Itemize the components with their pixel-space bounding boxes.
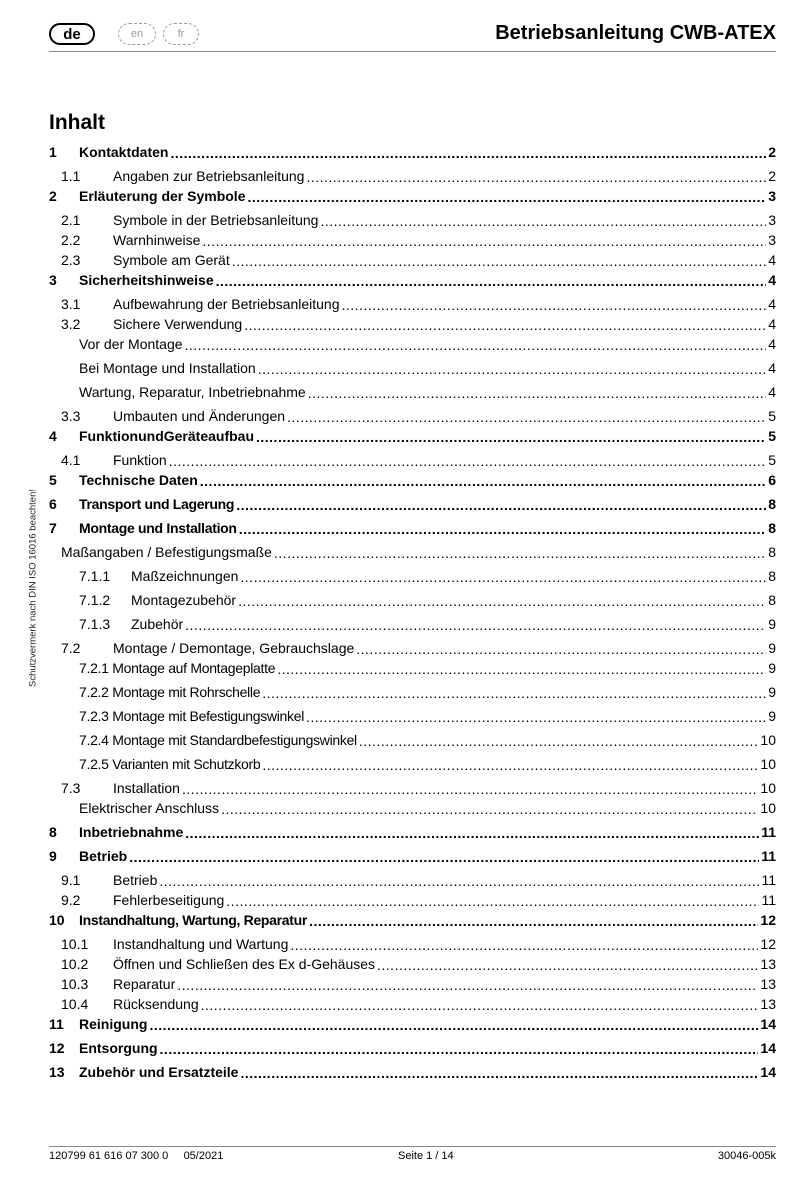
toc-dot-leader bbox=[262, 685, 766, 699]
toc-entry-page: 12 bbox=[760, 912, 776, 928]
toc-dot-leader bbox=[129, 849, 759, 863]
toc-entry-page: 4 bbox=[768, 336, 776, 352]
toc-entry-title: Montagezubehör bbox=[131, 592, 237, 608]
toc-entry-title: Sicherheitshinweise bbox=[79, 272, 214, 288]
toc-dot-leader bbox=[290, 937, 758, 951]
toc-entry[interactable] bbox=[49, 408, 776, 428]
toc-entry-title: Kontaktdaten bbox=[79, 144, 169, 160]
toc-dot-leader bbox=[182, 781, 758, 795]
toc-entry[interactable] bbox=[49, 1040, 776, 1060]
toc-dot-leader bbox=[244, 317, 766, 331]
toc-entry-page: 3 bbox=[768, 232, 776, 248]
toc-dot-leader bbox=[240, 569, 766, 583]
toc-entry[interactable] bbox=[49, 616, 776, 636]
toc-entry[interactable] bbox=[49, 1064, 776, 1084]
toc-dot-leader bbox=[238, 593, 766, 607]
toc-entry-number: 13 bbox=[49, 1064, 65, 1080]
toc-entry-page: 8 bbox=[768, 568, 776, 584]
toc-entry[interactable] bbox=[49, 936, 776, 956]
toc-entry-title: Instandhaltung, Wartung, Reparatur bbox=[79, 912, 308, 928]
toc-entry[interactable] bbox=[49, 780, 776, 800]
toc-entry-number: 11 bbox=[49, 1016, 64, 1032]
toc-entry-page: 13 bbox=[760, 956, 776, 972]
toc-entry-page: 10 bbox=[760, 732, 776, 748]
toc-entry-title: Öffnen und Schließen des Ex d-Gehäuses bbox=[113, 956, 376, 972]
toc-entry[interactable] bbox=[49, 252, 776, 272]
toc-entry-title: Technische Daten bbox=[79, 472, 198, 488]
toc-entry-number: 7.2 bbox=[61, 640, 81, 656]
toc-entry-number: 10 bbox=[49, 912, 65, 928]
toc-entry-number: 3.3 bbox=[61, 408, 81, 424]
toc-entry-number: 9.1 bbox=[61, 872, 81, 888]
toc-dot-leader bbox=[287, 409, 766, 423]
footer-page-label: Seite 1 / 14 bbox=[398, 1150, 454, 1162]
toc-entry-number: 4 bbox=[49, 428, 57, 444]
toc-entry-number: 6 bbox=[49, 496, 57, 512]
toc-dot-leader bbox=[185, 337, 767, 351]
footer-date: 05/2021 bbox=[183, 1150, 224, 1162]
toc-dot-leader bbox=[306, 709, 766, 723]
toc-entry-title: Rücksendung bbox=[113, 996, 199, 1012]
document-title: Betriebsanleitung CWB-ATEX bbox=[495, 22, 776, 44]
toc-entry-title: Sichere Verwendung bbox=[113, 316, 243, 332]
toc-dot-leader bbox=[239, 521, 767, 535]
toc-entry[interactable] bbox=[49, 956, 776, 976]
toc-entry-page: 11 bbox=[761, 848, 776, 864]
toc-dot-leader bbox=[342, 297, 767, 311]
toc-dot-leader bbox=[256, 429, 766, 443]
toc-dot-leader bbox=[202, 233, 766, 247]
toc-entry-page: 5 bbox=[768, 428, 776, 444]
toc-dot-leader bbox=[262, 757, 758, 771]
toc-entry-number: 2.2 bbox=[61, 232, 81, 248]
toc-entry-title: Reparatur bbox=[113, 976, 176, 992]
toc-dot-leader bbox=[320, 213, 766, 227]
toc-dot-leader bbox=[159, 873, 759, 887]
toc-entry-number: 3.1 bbox=[61, 296, 81, 312]
toc-entry[interactable] bbox=[49, 272, 776, 292]
toc-entry[interactable] bbox=[49, 996, 776, 1016]
toc-entry-title: Elektrischer Anschluss bbox=[79, 800, 220, 816]
toc-entry-page: 2 bbox=[768, 144, 776, 160]
toc-entry[interactable] bbox=[49, 1016, 776, 1036]
toc-entry[interactable] bbox=[49, 848, 776, 868]
toc-entry-page: 8 bbox=[768, 520, 776, 536]
footer-doc-number bbox=[49, 1150, 223, 1162]
toc-entry-page: 8 bbox=[768, 544, 776, 560]
toc-entry[interactable] bbox=[49, 660, 776, 680]
toc-entry-page: 3 bbox=[768, 188, 776, 204]
toc-entry[interactable] bbox=[49, 232, 776, 252]
toc-entry-page: 3 bbox=[768, 212, 776, 228]
toc-entry-number: 9.2 bbox=[61, 892, 81, 908]
toc-entry-number: 2.1 bbox=[61, 212, 81, 228]
toc-dot-leader bbox=[200, 473, 766, 487]
toc-entry-number: 1 bbox=[49, 144, 57, 160]
toc-entry-page: 9 bbox=[768, 684, 776, 700]
toc-entry-title: 7.2.3 Montage mit Befestigungswinkel bbox=[79, 708, 304, 724]
toc-entry[interactable] bbox=[49, 144, 776, 164]
toc-entry-page: 14 bbox=[760, 1016, 776, 1032]
toc-dot-leader bbox=[216, 273, 767, 287]
toc-dot-leader bbox=[308, 385, 766, 399]
toc-entry-page: 10 bbox=[760, 780, 776, 796]
toc-entry-title: Betrieb bbox=[113, 872, 158, 888]
toc-entry-page: 5 bbox=[768, 452, 776, 468]
toc-entry-page: 4 bbox=[768, 296, 776, 312]
toc-entry-page: 6 bbox=[768, 472, 776, 488]
toc-entry-title: Inbetriebnahme bbox=[79, 824, 184, 840]
toc-entry-title: Bei Montage und Installation bbox=[79, 360, 256, 376]
toc-dot-leader bbox=[309, 913, 758, 927]
toc-entry-page: 12 bbox=[760, 936, 776, 952]
toc-entry-number: 7.3 bbox=[61, 780, 81, 796]
toc-heading: Inhalt bbox=[49, 111, 105, 134]
toc-entry-page: 10 bbox=[760, 800, 776, 816]
toc-dot-leader bbox=[221, 801, 758, 815]
toc-entry-page: 11 bbox=[761, 872, 776, 888]
toc-entry[interactable] bbox=[49, 892, 776, 912]
toc-entry[interactable] bbox=[49, 296, 776, 316]
toc-entry[interactable] bbox=[49, 360, 776, 380]
toc-entry-number: 3 bbox=[49, 272, 57, 288]
toc-dot-leader bbox=[170, 145, 766, 159]
toc-entry[interactable] bbox=[49, 640, 776, 660]
toc-entry-page: 13 bbox=[760, 996, 776, 1012]
lang-fr-badge[interactable]: fr bbox=[163, 23, 199, 45]
toc-dot-leader bbox=[185, 617, 766, 631]
toc-entry-page: 14 bbox=[760, 1040, 776, 1056]
toc-entry[interactable] bbox=[49, 188, 776, 208]
toc-entry-title: Reinigung bbox=[79, 1016, 148, 1032]
toc-entry[interactable] bbox=[49, 708, 776, 728]
toc-entry-title: Fehlerbeseitigung bbox=[113, 892, 225, 908]
toc-entry-page: 14 bbox=[760, 1064, 776, 1080]
toc-entry-title: Wartung, Reparatur, Inbetriebnahme bbox=[79, 384, 306, 400]
toc-entry-page: 2 bbox=[768, 168, 776, 184]
toc-entry-page: 4 bbox=[768, 272, 776, 288]
toc-entry-number: 8 bbox=[49, 824, 57, 840]
toc-entry-title: Warnhinweise bbox=[113, 232, 201, 248]
lang-de-badge[interactable]: de bbox=[49, 23, 95, 45]
toc-dot-leader bbox=[160, 1041, 759, 1055]
toc-entry[interactable] bbox=[49, 428, 776, 448]
toc-entry-title: Transport und Lagerung bbox=[79, 496, 235, 512]
toc-entry-number: 4.1 bbox=[61, 452, 81, 468]
toc-entry[interactable] bbox=[49, 872, 776, 892]
header-divider bbox=[49, 51, 776, 52]
toc-dot-leader bbox=[377, 957, 758, 971]
toc-entry[interactable] bbox=[49, 316, 776, 336]
toc-dot-leader bbox=[258, 361, 767, 375]
toc-entry-title: Montage und Installation bbox=[79, 520, 237, 536]
side-protection-note: Schutzvermerk nach DIN ISO 16016 beachten! bbox=[27, 488, 39, 688]
toc-dot-leader bbox=[226, 893, 759, 907]
toc-entry-number: 10.1 bbox=[61, 936, 89, 952]
toc-dot-leader bbox=[149, 1017, 758, 1031]
toc-entry[interactable] bbox=[49, 520, 776, 540]
toc-entry[interactable] bbox=[49, 976, 776, 996]
toc-entry[interactable] bbox=[49, 824, 776, 844]
toc-entry-page: 5 bbox=[768, 408, 776, 424]
toc-entry-title: Umbauten und Änderungen bbox=[113, 408, 286, 424]
toc-entry-title: Zubehör und Ersatzteile bbox=[79, 1064, 239, 1080]
toc-entry-page: 13 bbox=[760, 976, 776, 992]
toc-dot-leader bbox=[240, 1065, 758, 1079]
toc-entry-number: 7 bbox=[49, 520, 57, 536]
toc-entry[interactable] bbox=[49, 912, 776, 932]
toc-entry[interactable] bbox=[49, 472, 776, 492]
toc-entry[interactable] bbox=[49, 800, 776, 820]
toc-entry-page: 9 bbox=[768, 708, 776, 724]
toc-entry-number: 9 bbox=[49, 848, 57, 864]
footer-divider bbox=[49, 1146, 776, 1147]
toc-entry-title: Erläuterung der Symbole bbox=[79, 188, 246, 204]
toc-entry[interactable] bbox=[49, 544, 776, 564]
toc-entry-number: 7.1.1 bbox=[79, 568, 111, 584]
toc-entry-title: 7.2.2 Montage mit Rohrschelle bbox=[79, 684, 261, 700]
toc-dot-leader bbox=[306, 169, 766, 183]
toc-dot-leader bbox=[274, 545, 766, 559]
toc-entry[interactable] bbox=[49, 336, 776, 356]
toc-dot-leader bbox=[359, 733, 759, 747]
toc-entry-page: 8 bbox=[768, 496, 776, 512]
toc-entry-title: Entsorgung bbox=[79, 1040, 158, 1056]
toc-entry[interactable] bbox=[49, 496, 776, 516]
toc-entry-number: 7.1.3 bbox=[79, 616, 111, 632]
toc-entry[interactable] bbox=[49, 384, 776, 404]
toc-entry-title: 7.2.4 Montage mit Standardbefestigungswinkel bbox=[79, 732, 357, 748]
toc-entry-page: 4 bbox=[768, 384, 776, 400]
toc-entry-title: Instandhaltung und Wartung bbox=[113, 936, 289, 952]
toc-entry-page: 8 bbox=[768, 592, 776, 608]
toc-dot-leader bbox=[356, 641, 766, 655]
toc-entry-title: Maßzeichnungen bbox=[131, 568, 239, 584]
toc-entry-page: 11 bbox=[761, 892, 776, 908]
toc-entry[interactable] bbox=[49, 168, 776, 188]
toc-entry-number: 10.4 bbox=[61, 996, 89, 1012]
toc-entry-page: 9 bbox=[768, 660, 776, 676]
lang-en-badge[interactable]: en bbox=[118, 23, 156, 45]
toc-entry-number: 7.1.2 bbox=[79, 592, 111, 608]
toc-entry-title: Montage / Demontage, Gebrauchslage bbox=[113, 640, 355, 656]
toc-entry-title: 7.2.1 Montage auf Montageplatte bbox=[79, 660, 276, 676]
toc-entry-title: Symbole am Gerät bbox=[113, 252, 230, 268]
toc-entry-page: 9 bbox=[768, 640, 776, 656]
toc-entry[interactable] bbox=[49, 212, 776, 232]
toc-entry[interactable] bbox=[49, 592, 776, 612]
toc-entry-number: 3.2 bbox=[61, 316, 81, 332]
toc-entry-number: 2.3 bbox=[61, 252, 81, 268]
toc-dot-leader bbox=[201, 997, 759, 1011]
toc-entry-title: Maßangaben / Befestigungsmaße bbox=[61, 544, 272, 560]
toc-entry-number: 2 bbox=[49, 188, 57, 204]
footer-doc-id: 120799 61 616 07 300 0 bbox=[49, 1150, 169, 1162]
toc-entry-number: 5 bbox=[49, 472, 57, 488]
toc-entry-number: 12 bbox=[49, 1040, 65, 1056]
toc-entry-page: 9 bbox=[768, 616, 776, 632]
toc-entry-title: Angaben zur Betriebsanleitung bbox=[113, 168, 305, 184]
toc-dot-leader bbox=[232, 253, 766, 267]
toc-entry-title: FunktionundGeräteaufbau bbox=[79, 428, 254, 444]
toc-entry-title: Installation bbox=[113, 780, 180, 796]
toc-dot-leader bbox=[277, 661, 766, 675]
toc-entry-page: 4 bbox=[768, 252, 776, 268]
toc-entry[interactable] bbox=[49, 452, 776, 472]
toc-entry-page: 11 bbox=[761, 824, 776, 840]
toc-entry-title: Zubehör bbox=[131, 616, 184, 632]
toc-dot-leader bbox=[247, 189, 766, 203]
toc-entry[interactable] bbox=[49, 756, 776, 776]
toc-dot-leader bbox=[177, 977, 758, 991]
toc-entry[interactable] bbox=[49, 684, 776, 704]
toc-entry-number: 10.2 bbox=[61, 956, 89, 972]
toc-entry-page: 4 bbox=[768, 316, 776, 332]
toc-entry-title: Betrieb bbox=[79, 848, 128, 864]
toc-dot-leader bbox=[185, 825, 759, 839]
toc-entry-title: Symbole in der Betriebsanleitung bbox=[113, 212, 319, 228]
toc-entry-title: 7.2.5 Varianten mit Schutzkorb bbox=[79, 756, 261, 772]
toc-entry-page: 4 bbox=[768, 360, 776, 376]
footer-ref: 30046-005k bbox=[717, 1150, 776, 1162]
toc-entry[interactable] bbox=[49, 732, 776, 752]
toc-entry-page: 10 bbox=[760, 756, 776, 772]
toc-entry-number: 10.3 bbox=[61, 976, 89, 992]
toc-entry-number: 1.1 bbox=[61, 168, 81, 184]
toc-entry-title: Vor der Montage bbox=[79, 336, 183, 352]
toc-dot-leader bbox=[236, 497, 766, 511]
toc-dot-leader bbox=[169, 453, 767, 467]
toc-entry-title: Funktion bbox=[113, 452, 167, 468]
toc-entry[interactable] bbox=[49, 568, 776, 588]
toc-entry-title: Aufbewahrung der Betriebsanleitung bbox=[113, 296, 340, 312]
